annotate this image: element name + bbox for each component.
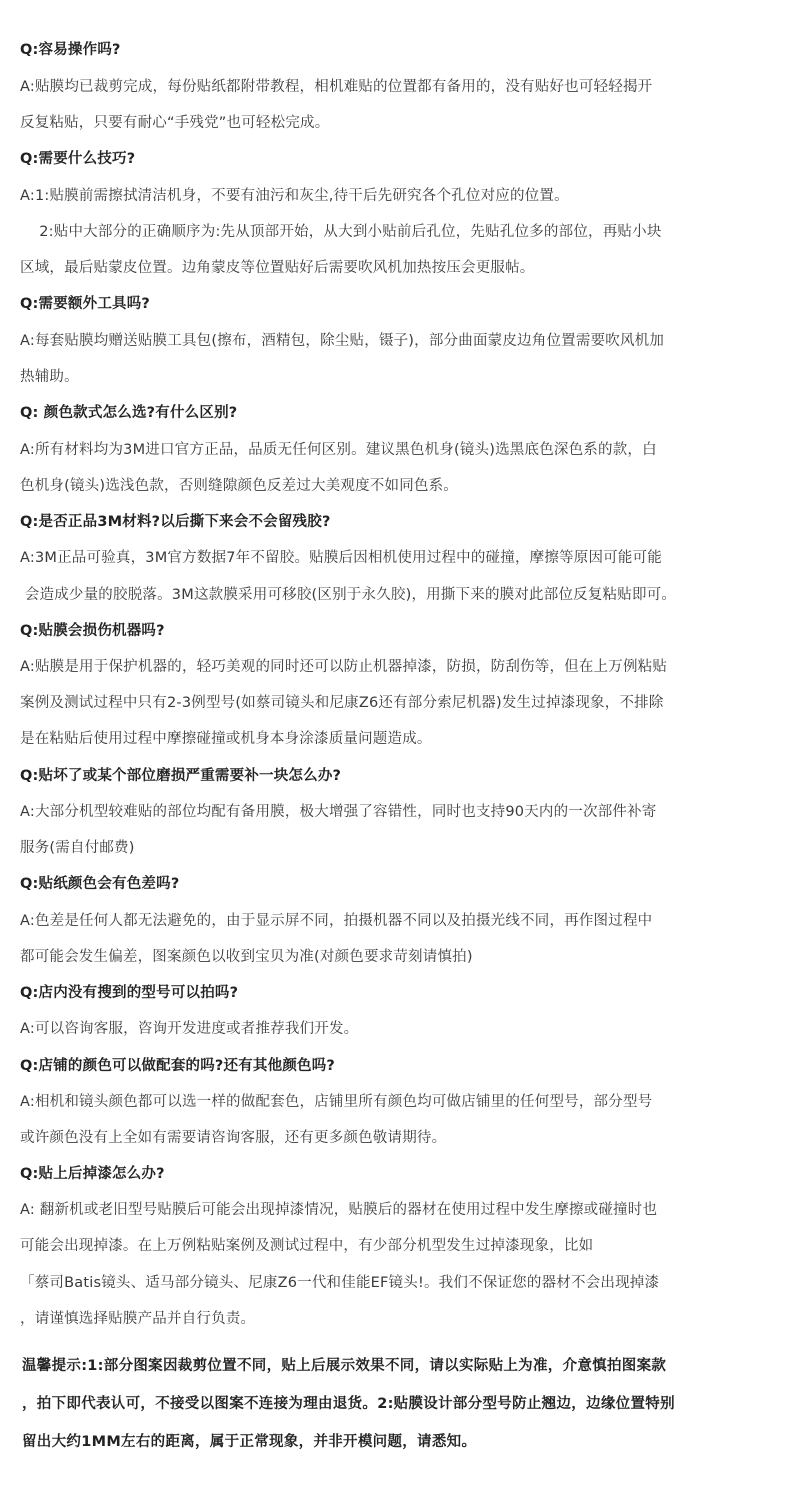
faq-answer-line: 反复粘贴，只要有耐心“手残党”也可轻松完成。 bbox=[20, 115, 330, 131]
faq-answer-line: 区域，最后贴蒙皮位置。边角蒙皮等位置贴好后需要吹风机加热按压会更服帖。 bbox=[20, 260, 535, 276]
faq-answer-line: A:3M正品可验真，3M官方数据7年不留胶。贴膜后因相机使用过程中的碰撞，摩擦等原因可能可能 bbox=[20, 550, 662, 566]
faq-answer-line: A:相机和镜头颜色都可以选一样的做配套色，店铺里所有颜色均可做店铺里的任何型号，部分型号 bbox=[20, 1094, 653, 1110]
faq-answer-line: A:贴膜均已裁剪完成，每份贴纸都附带教程，相机难贴的位置都有备用的，没有贴好也可轻轻揭开 bbox=[20, 79, 653, 95]
faq-answer-line: 色机身(镜头)选浅色款，否则缝隙颜色反差过大美观度不如同色系。 bbox=[20, 478, 459, 494]
faq-question: Q:贴纸颜色会有色差吗? bbox=[20, 876, 180, 892]
faq-answer-line: A:贴膜是用于保护机器的，轻巧美观的同时还可以防止机器掉漆，防损，防刮伤等，但在上万例粘贴 bbox=[20, 659, 668, 675]
faq-answer-line: A:可以咨询客服，咨询开发进度或者推荐我们开发。 bbox=[20, 1021, 359, 1037]
notice-line: 温馨提示:1:部分图案因裁剪位置不同，贴上后展示效果不同，请以实际贴上为准，介意慎拍图案款 bbox=[22, 1358, 667, 1374]
faq-question: Q:容易操作吗? bbox=[20, 42, 121, 58]
faq-answer-line: A:大部分机型较难贴的部位均配有备用膜，极大增强了容错性，同时也支持90天内的一次部件补寄 bbox=[20, 804, 657, 820]
faq-answer-line: ，请谨慎选择贴膜产品并自行负责。 bbox=[20, 1311, 256, 1327]
faq-question: Q:贴上后掉漆怎么办? bbox=[20, 1166, 165, 1182]
faq-answer-line: A:每套贴膜均赠送贴膜工具包(擦布，酒精包，除尘贴，镊子)，部分曲面蒙皮边角位置需要吹风机加 bbox=[20, 333, 665, 349]
faq-question: Q:需要额外工具吗? bbox=[20, 296, 151, 312]
faq-answer-line: 都可能会发生偏差，图案颜色以收到宝贝为准(对颜色要求苛刻请慎拍) bbox=[20, 949, 473, 965]
faq-answer-line: 可能会出现掉漆。在上万例粘贴案例及测试过程中，有少部分机型发生过掉漆现象，比如 bbox=[20, 1238, 594, 1254]
faq-question: Q: 颜色款式怎么选?有什么区别? bbox=[20, 405, 238, 421]
faq-answer-line: A: 翻新机或老旧型号贴膜后可能会出现掉漆情况，贴膜后的器材在使用过程中发生摩擦或碰撞时也 bbox=[20, 1202, 658, 1218]
faq-answer-line: A:1:贴膜前需擦拭清洁机身，不要有油污和灰尘,待干后先研究各个孔位对应的位置。 bbox=[20, 188, 569, 204]
faq-question: Q:店内没有搜到的型号可以拍吗? bbox=[20, 985, 239, 1001]
faq-answer-line: 会造成少量的胶脱落。3M这款膜采用可移胶(区别于永久胶)，用撕下来的膜对此部位反复粘贴即可。 bbox=[20, 587, 677, 603]
faq-question: Q:贴坏了或某个部位磨损严重需要补一块怎么办? bbox=[20, 768, 342, 784]
faq-question: Q:需要什么技巧? bbox=[20, 151, 136, 167]
faq-answer-line: 「蔡司Batis镜头、适马部分镜头、尼康Z6一代和佳能EF镜头!。我们不保证您的器材不会出现掉漆 bbox=[20, 1275, 660, 1291]
faq-answer-line: A:所有材料均为3M进口官方正品，品质无任何区别。建议黑色机身(镜头)选黑底色深色系的款，白 bbox=[20, 442, 657, 458]
notice-line: ，拍下即代表认可，不接受以图案不连接为理由退货。2:贴膜设计部分型号防止翘边，边缘位置特别 bbox=[22, 1396, 675, 1412]
faq-answer-line: 是在粘贴后使用过程中摩擦碰撞或机身本身涂漆质量问题造成。 bbox=[20, 731, 432, 747]
notice-line: 留出大约1MM左右的距离，属于正常现象，并非开模问题，请悉知。 bbox=[22, 1434, 477, 1450]
faq-answer-line: 或许颜色没有上全如有需要请咨询客服，还有更多颜色敬请期待。 bbox=[20, 1130, 447, 1146]
faq-question: Q:贴膜会损伤机器吗? bbox=[20, 623, 165, 639]
faq-answer-line: 2:贴中大部分的正确顺序为:先从顶部开始，从大到小贴前后孔位，先贴孔位多的部位，再贴小块 bbox=[20, 224, 662, 240]
faq-answer-line: 服务(需自付邮费) bbox=[20, 840, 135, 856]
faq-answer-line: A:色差是任何人都无法避免的，由于显示屏不同，拍摄机器不同以及拍摄光线不同，再作图过程中 bbox=[20, 913, 653, 929]
faq-question: Q:店铺的颜色可以做配套的吗?还有其他颜色吗? bbox=[20, 1058, 336, 1074]
faq-answer-line: 热辅助。 bbox=[20, 369, 79, 385]
faq-question: Q:是否正品3M材料?以后撕下来会不会留残胶? bbox=[20, 514, 331, 530]
faq-answer-line: 案例及测试过程中只有2-3例型号(如蔡司镜头和尼康Z6还有部分索尼机器)发生过掉漆现象，不排除 bbox=[20, 695, 664, 711]
